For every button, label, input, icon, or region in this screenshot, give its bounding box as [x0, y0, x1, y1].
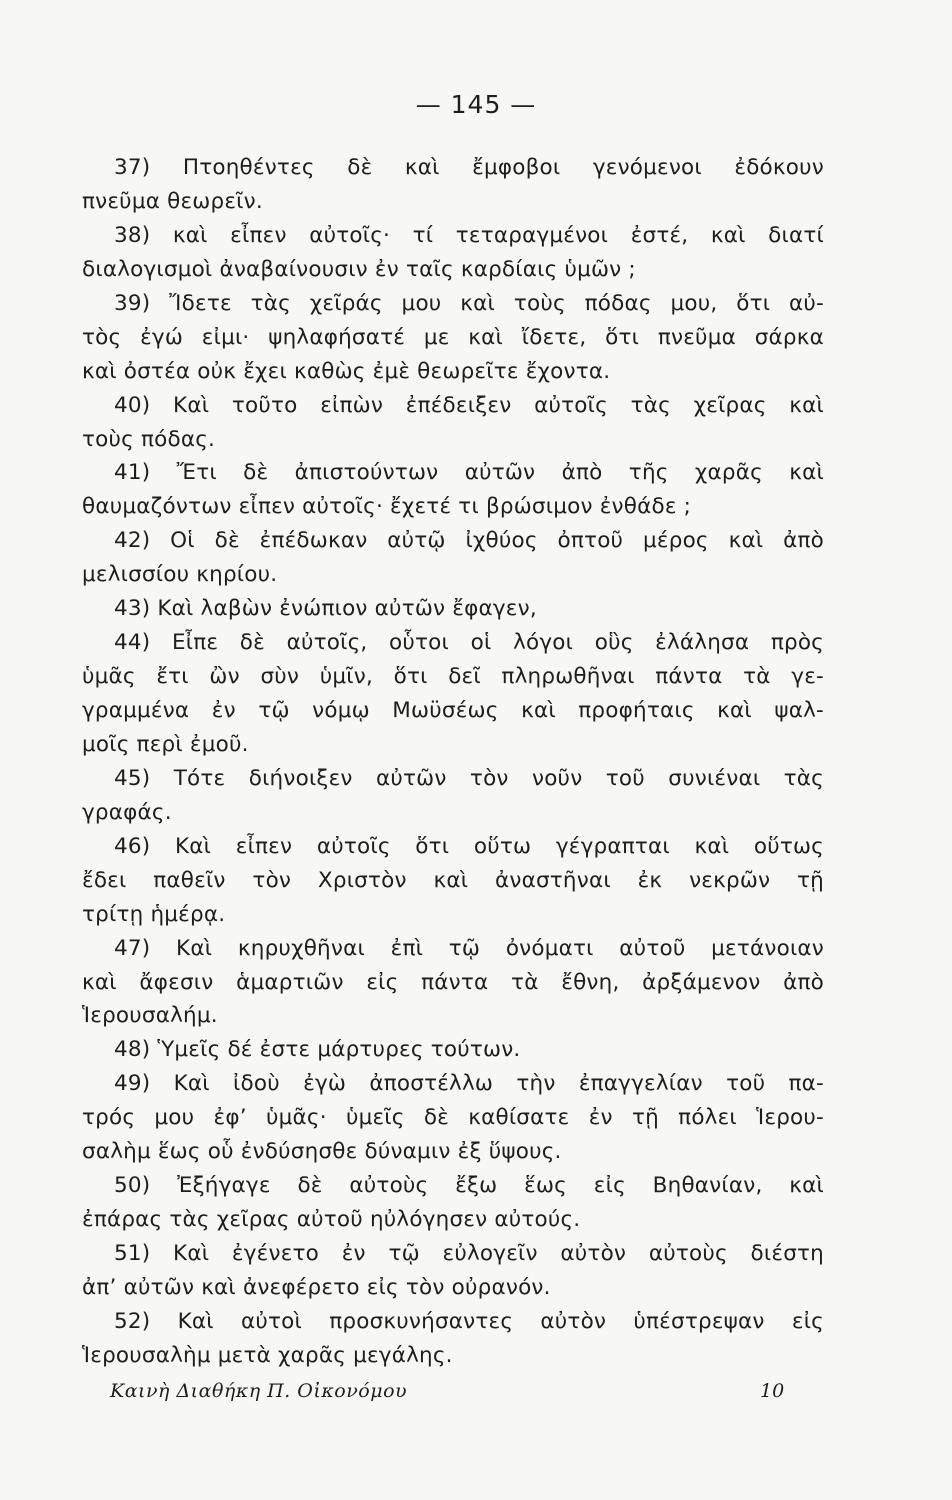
verse [82, 389, 824, 457]
verse [82, 524, 824, 592]
verse-first-line: 40) Καὶ τοῦτο εἰπὼν ἐπέδειξεν αὐτοῖς τὰς χεῖρας καὶ [114, 392, 824, 418]
verse-first-line: 44) Εἶπε δὲ αὐτοῖς, οὗτοι οἱ λόγοι οὓς ἐλάλησα πρὸς [114, 630, 824, 656]
verse-first-line: 42) Οἱ δὲ ἐπέδωκαν αὐτῷ ἰχθύος ὀπτοῦ μέρος καὶ ἀπὸ [114, 528, 824, 554]
verse-list [82, 151, 824, 1373]
verse-line: γραμμένα ἐν τῷ νόμῳ Μωϋσέως καὶ προφήταις καὶ ψαλ- [82, 698, 824, 723]
verse-line: ἔδει παθεῖν τὸν Χριστὸν καὶ ἀναστῆναι ἐκ νεκρῶν τῇ [82, 867, 824, 893]
verse-first-line: 45) Τότε διήνοιξεν αὐτῶν τὸν νοῦν τοῦ συνιέναι τὰς [114, 765, 824, 791]
verse-line: μελισσίου κηρίου. [82, 562, 278, 588]
verse [82, 219, 824, 287]
verse-first-line: 46) Καὶ εἶπεν αὐτοῖς ὅτι οὕτω γέγραπται καὶ οὕτως [114, 833, 824, 859]
verse-first-line: 51) Καὶ ἐγένετο ἐν τῷ εὐλογεῖν αὐτὸν αὐτοὺς διέστη [114, 1241, 824, 1266]
verse-line: μοῖς περὶ ἐμοῦ. [82, 731, 249, 757]
verse [82, 287, 824, 389]
verse [82, 1305, 824, 1373]
verse-first-line: 47) Καὶ κηρυχθῆναι ἐπὶ τῷ ὀνόματι αὐτοῦ μετάνοιαν [114, 935, 824, 961]
verse [82, 1067, 824, 1169]
verse [82, 592, 824, 626]
verse-first-line: 43) Καὶ λαβὼν ἐνώπιον αὐτῶν ἔφαγεν, [114, 596, 537, 622]
verse-line: τοὺς πόδας. [82, 426, 216, 452]
verse-line: Ἱερουσαλήμ. [82, 1003, 218, 1029]
verse-first-line: 37) Πτοηθέντες δὲ καὶ ἔμφοβοι γενόμενοι ἐδόκουν [114, 155, 824, 180]
verse-line: τρός μου ἐφ’ ὑμᾶς· ὑμεῖς δὲ καθίσατε ἐν τῇ πόλει Ἱερου- [82, 1105, 824, 1131]
verse-line: καὶ ὀστέα οὐκ ἔχει καθὼς ἐμὲ θεωρεῖτε ἔχοντα. [82, 358, 611, 384]
verse [82, 626, 824, 762]
verse [82, 830, 824, 932]
verse-first-line: 52) Καὶ αὐτοὶ προσκυνήσαντες αὐτὸν ὑπέστρεψαν εἰς [114, 1308, 824, 1334]
verse-line: Ἱερουσαλὴμ μετὰ χαρᾶς μεγάλης. [82, 1342, 453, 1368]
verse-first-line: 50) Ἐξήγαγε δὲ αὐτοὺς ἔξω ἕως εἰς Βηθανίαν, καὶ [114, 1173, 824, 1199]
verse-first-line: 38) καὶ εἶπεν αὐτοῖς· τί τεταραγμένοι ἐστέ, καὶ διατί [114, 222, 824, 248]
verse-line: καὶ ἄφεσιν ἁμαρτιῶν εἰς πάντα τὰ ἔθνη, ἀρξάμενον ἀπὸ [82, 969, 824, 995]
verse-line: ἀπ’ αὐτῶν καὶ ἀνεφέρετο εἰς τὸν οὐρανόν. [82, 1274, 551, 1300]
verse [82, 932, 824, 1034]
verse [82, 762, 824, 830]
verse-line: τρίτῃ ἡμέρᾳ. [82, 901, 226, 927]
verse-line: θαυμαζόντων εἶπεν αὐτοῖς· ἔχετέ τι βρώσιμον ἐνθάδε ; [82, 494, 692, 520]
verse-line: ὑμᾶς ἔτι ὢν σὺν ὑμῖν, ὅτι δεῖ πληρωθῆναι πάντα τὰ γε- [82, 664, 824, 690]
verse-first-line: 49) Καὶ ἰδοὺ ἐγὼ ἀποστέλλω τὴν ἐπαγγελίαν τοῦ πα- [114, 1071, 824, 1097]
footer-title: Καινὴ Διαθήκη Π. Οἰκονόμου [110, 1380, 408, 1402]
verse-line: πνεῦμα θεωρεῖν. [82, 188, 263, 214]
verse-line: γραφάς. [82, 799, 172, 825]
verse-line: σαλὴμ ἕως οὗ ἐνδύσησθε δύναμιν ἐξ ὕψους. [82, 1139, 562, 1165]
footer-signature: 10 [760, 1380, 785, 1402]
verse [82, 1033, 824, 1067]
verse-line: τὸς ἐγώ εἰμι· ψηλαφήσατέ με καὶ ἴδετε, ὅτι πνεῦμα σάρκα [82, 324, 824, 350]
verse-first-line: 48) Ὑμεῖς δέ ἐστε μάρτυρες τούτων. [114, 1037, 521, 1063]
page-number: — 145 — [415, 90, 537, 119]
verse [82, 456, 824, 524]
verse [82, 1169, 824, 1237]
verse-line: διαλογισμοὶ ἀναβαίνουσιν ἐν ταῖς καρδίαις ὑμῶν ; [82, 256, 636, 282]
verse-first-line: 39) Ἴδετε τὰς χεῖράς μου καὶ τοὺς πόδας μου, ὅτι αὐ- [114, 290, 824, 316]
verse [82, 151, 824, 219]
verse-first-line: 41) Ἔτι δὲ ἀπιστούντων αὐτῶν ἀπὸ τῆς χαρᾶς καὶ [114, 460, 824, 486]
verse-line: ἐπάρας τὰς χεῖρας αὐτοῦ ηὐλόγησεν αὐτούς. [82, 1207, 581, 1233]
verse [82, 1237, 824, 1305]
